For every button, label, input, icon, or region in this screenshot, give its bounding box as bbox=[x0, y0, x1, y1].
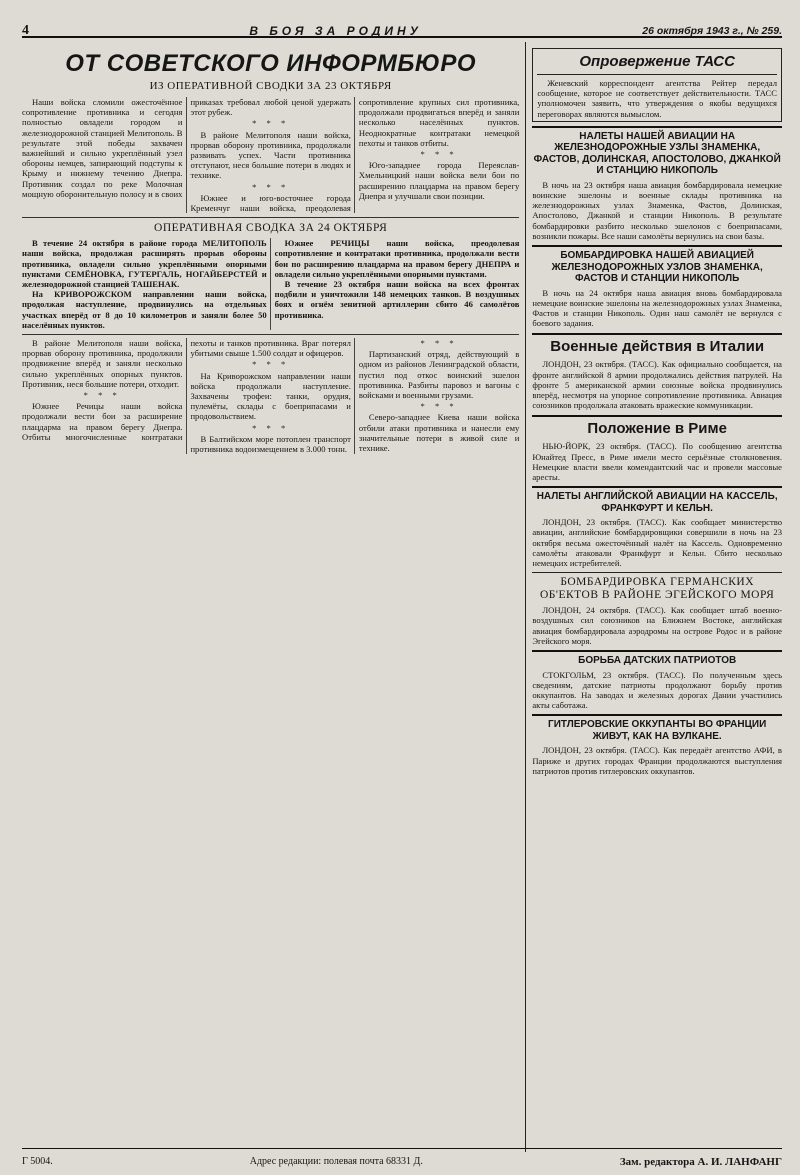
aegean-text: ЛОНДОН, 24 октября. (ТАСС). Как сообщает штаб военно-воздушных сил союзников на Ближнем Востоке, английская авиация бомбардировала аэродромы на острове Родос и в районе Эгейского моря. bbox=[532, 605, 782, 646]
oper-text bbox=[22, 334, 519, 454]
tass-denial-box bbox=[532, 48, 782, 122]
page-number: 4 bbox=[22, 22, 29, 38]
article-paragraph: На Криворожском направлении наши войска продолжали наступление. Захвачены трофеи: танки, орудия, пулемёты, склады с боеприпасами и продовольствием. bbox=[190, 370, 351, 422]
sovinform-text bbox=[22, 97, 519, 213]
separator-stars: * * * bbox=[252, 422, 290, 433]
separator-stars: * * * bbox=[252, 118, 290, 129]
rome-headline: Положение в Риме bbox=[532, 415, 782, 438]
oper-title: ОПЕРАТИВНАЯ СВОДКА ЗА 24 ОКТЯБРЯ bbox=[22, 217, 519, 235]
france-headline: ГИТЛЕРОВСКИЕ ОККУПАНТЫ ВО ФРАНЦИИ ЖИВУТ, КАК НА ВУЛКАНЕ. bbox=[532, 714, 782, 742]
article-paragraph: Партизанский отряд, действующий в одном из районов Ленинградской области, пустил под откос воинский эшелон противника. Разбиты паровоз и вагоны с войсками и военными грузами. bbox=[358, 349, 520, 401]
editorial-address: Адрес редакции: полевая почта 68331 Д. bbox=[249, 1155, 423, 1167]
separator-stars: * * * bbox=[420, 338, 458, 349]
article-paragraph: В районе Мелитополя наши войска, прорвав оборону противника, продолжили продвижение вперёд и заняли несколько сильно укреплённых опорных пунктов. Противник, неся большие потери, отходит. bbox=[22, 338, 183, 389]
france-text: ЛОНДОН, 23 октября. (ТАСС). Как передаёт агентство АФИ, в Париже и других городах Франции продолжаются выступления патриотов против гитлеровских оккупантов. bbox=[532, 745, 782, 776]
article-paragraph: В течение 23 октября наши войска на всех фронтах подбили и уничтожили 148 немецких танков. В воздушных боях и огнём зенитной артиллерии сбито 46 самолётов противника. bbox=[274, 279, 520, 320]
italy-text: ЛОНДОН, 23 октября. (ТАСС). Как официально сообщается, на фронте английской 8 армии продолжались действия патрулей. На фронте 5 американской армии союзные войска продвинулись вперёд, несмотря на упорное сопротивление противника. Авиация союзников продолжала атаковать вражеские коммуникации. bbox=[532, 359, 782, 411]
page-header bbox=[22, 14, 782, 38]
raids-text: ЛОНДОН, 23 октября. (ТАСС). Как сообщает министерство авиации, английские бомбардировщики совершили в ночь на 23 октября весьма ожесточённый налёт на Кассель. Одновременно самолёты атаковали Франкфурт и Кельн. Сбито несколько немецких истребителей. bbox=[532, 517, 782, 568]
aviation-text: В ночь на 23 октября наша авиация бомбардировала немецкие воинские эшелоны и военные склады противника на железнодорожных узлах Знаменка, Фастов, Долинская, Апостолово, Джанкой и станции Никополь. В результате бомбардировки разбито несколько эшелонов с боеприпасами, возникли пожары. Все наши самолёты вернулись на свои базы. bbox=[532, 179, 782, 241]
danes-headline: БОРЬБА ДАТСКИХ ПАТРИОТОВ bbox=[532, 650, 782, 667]
left-section bbox=[22, 42, 526, 1152]
article-paragraph: На КРИВОРОЖСКОМ направлении наши войска, продолжая наступление, продвинулись на отдельных участках вперёд от 8 до 10 километров и заняли более 50 населённых пунктов. bbox=[22, 289, 267, 330]
oper-bold-text bbox=[22, 238, 519, 330]
article-paragraph: В районе Мелитополя наши войска, прорвав оборону противника, продолжали развивать успех. Части противника отступают, неся большие потери в людях и технике. bbox=[190, 129, 351, 181]
tass-text: Женевский корреспондент агентства Рейтер передал сообщение, которое не соответствует действительности. ТАСС уполномочен заявить, что утверждения о якобы ведущихся переговорах являются вымыслом. bbox=[537, 78, 777, 119]
print-code: Г 5004. bbox=[22, 1155, 53, 1167]
article-paragraph: Северо-западнее Киева наши войска отбили атаки противника и нанесли ему значительные потери в живой силе и технике. bbox=[358, 412, 520, 454]
sovinform-title: ОТ СОВЕТСКОГО ИНФОРМБЮРО bbox=[65, 50, 477, 77]
article-paragraph: Наши войска сломили ожесточённое сопротивление противника и сегодня полностью овладели городом и железнодорожной станцией Мелитополь. В результате этой победы захвачен важнейший и сильно укреплённый узел обороны немцев, запирающий подступы к Крыму и нижнему течению Днепра. Противник создал по реке Молочная мощную оборонительную полосу и в своих приказах требовал любой ценой удержать этот рубеж. bbox=[22, 97, 351, 199]
editor-signature: Зам. редактора А. И. ЛАНФАНГ bbox=[619, 1155, 782, 1168]
separator-stars: * * * bbox=[420, 401, 458, 412]
separator-stars: * * * bbox=[83, 390, 121, 401]
sovinform-subtitle: ИЗ ОПЕРАТИВНОЙ СВОДКИ ЗА 23 ОКТЯБРЯ bbox=[149, 80, 392, 92]
separator-stars: * * * bbox=[252, 181, 290, 192]
article-paragraph: Южнее Речицы наши войска продолжали вести бои за расширение плацдарма на правом берегу Днепра. Отбиты многочисленные контратаки пехоты и танков противника. Враг потерял убитыми свыше 1.500 солдат и офицеров. bbox=[22, 338, 351, 442]
raids-headline: НАЛЕТЫ АНГЛИЙСКОЙ АВИАЦИИ НА КАССЕЛЬ, ФРАНКФУРТ И КЕЛЬН. bbox=[532, 486, 782, 514]
rome-text: НЬЮ-ЙОРК, 23 октября. (ТАСС). По сообщению агентства Юнайтед Пресс, в Риме имели место серьёзные столкновения. Немецкие власти ввели комендантский час и провели массовые аресты. bbox=[532, 441, 782, 482]
tass-title: Опровержение ТАСС bbox=[537, 53, 777, 75]
aviation2-text: В ночь на 24 октября наша авиация вновь бомбардировала немецкие воинские эшелоны на железнодорожных узлах Знаменка, Фастов и станции Никополь. Один наш самолёт не вернулся с боевого задания. bbox=[532, 287, 782, 329]
newspaper-name: В БОЯ ЗА РОДИНУ bbox=[249, 23, 422, 38]
issue-date: 26 октября 1943 г., № 259. bbox=[642, 24, 782, 37]
article-paragraph: Южнее и юго-восточнее города Кременчуг наши войска, преодолевая сопротивление крупных сил противника, продолжали продвигаться вперёд и заняли несколько населённых пунктов. Неоднократные контратаки немецкой пехоты и танков отбиты. bbox=[190, 97, 520, 214]
italy-headline: Военные действия в Италии bbox=[532, 333, 782, 356]
separator-stars: * * * bbox=[420, 149, 458, 160]
aviation-headline: НАЛЕТЫ НАШЕЙ АВИАЦИИ НА ЖЕЛЕЗНОДОРОЖНЫЕ УЗЛЫ ЗНАМЕНКА, ФАСТОВ, ДОЛИНСКАЯ, АПОСТОЛОВО, ДЖАНКОЙ И СТАНЦИЮ НИКОПОЛЬ bbox=[532, 126, 782, 177]
article-paragraph: Южнее РЕЧИЦЫ наши войска, преодолевая сопротивление и контратаки противника, продолжали вести бои по расширению плацдарма на правом берегу ДНЕПРА и овладели сильно укреплёнными опорными пунктами. bbox=[274, 238, 520, 279]
separator-stars: * * * bbox=[252, 359, 290, 370]
article-paragraph: В течение 24 октября в районе города МЕЛИТОПОЛЬ наши войска, продолжая расширять прорыв обороны противника, овладели сильно укреплёнными опорными пунктами СЕМЁНОВКА, ГУТЕРГАЛЬ, НОГАЙБЕРСТЕЙ и железнодорожной станцией ТАШЕНАК. bbox=[22, 238, 267, 290]
article-paragraph: Юго-западнее города Переяслав-Хмельницкий наши войска вели бои по расширению плацдарма на правом берегу Днепра и улучшали свои позиции. bbox=[358, 160, 520, 201]
aviation2-headline: БОМБАРДИРОВКА НАШЕЙ АВИАЦИЕЙ ЖЕЛЕЗНОДОРОЖНЫХ УЗЛОВ ЗНАМЕНКА, ФАСТОВ И СТАНЦИИ НИКОПОЛЬ bbox=[532, 245, 782, 285]
right-section bbox=[526, 42, 782, 1152]
article-paragraph: В Балтийском море потоплен транспорт противника водоизмещением в 3.000 тонн. bbox=[190, 433, 351, 455]
page-footer bbox=[22, 1148, 782, 1175]
danes-text: СТОКГОЛЬМ, 23 октября. (ТАСС). По полученным здесь сведениям, датские патриоты продолжают борьбу против оккупантов. На заводах и железных дорогах Дании участились акты саботажа. bbox=[532, 669, 782, 711]
aegean-headline: БОМБАРДИРОВКА ГЕРМАНСКИХ ОБ'ЕКТОВ В РАЙОНЕ ЭГЕЙСКОГО МОРЯ bbox=[532, 572, 782, 602]
